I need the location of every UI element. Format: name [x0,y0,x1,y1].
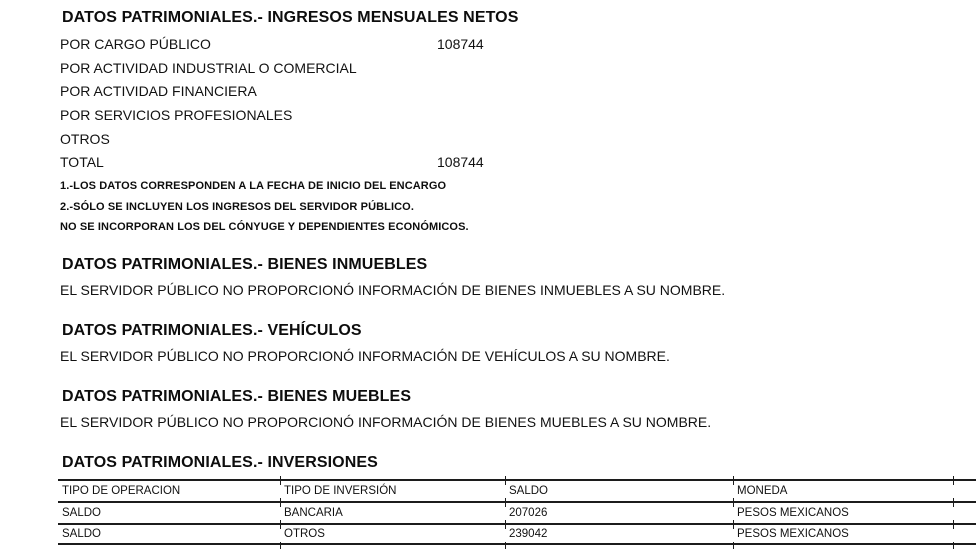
table-border-tick [505,498,507,507]
table-border-tick [733,520,735,529]
income-row-total [60,150,976,174]
cell-tipo-de-operacion: SALDO [62,507,101,520]
column-header-saldo: SALDO [509,485,548,498]
table-border-tick [953,498,955,507]
table-border-tick [953,542,955,549]
section-title-bienes-inmuebles: DATOS PATRIMONIALES.- BIENES INMUEBLES [62,256,428,274]
income-total-value: 108744 [437,154,484,171]
section-title-vehiculos: DATOS PATRIMONIALES.- VEHÍCULOS [62,322,362,340]
income-label: OTROS [60,130,110,147]
income-row-servicios-profesionales [60,103,976,127]
income-row-otros [60,127,976,151]
income-note-3: NO SE INCORPORAN LOS DEL CÓNYUGE Y DEPENDIENTES ECONÓMICOS. [60,220,469,233]
table-border-tick [953,476,955,485]
section-title-bienes-muebles: DATOS PATRIMONIALES.- BIENES MUEBLES [62,388,412,406]
table-border-tick [733,542,735,549]
table-border-tick [953,520,955,529]
table-border-tick [280,520,282,529]
income-note-1: 1.-LOS DATOS CORRESPONDEN A LA FECHA DE INICIO DEL ENCARGO [60,180,447,193]
income-row-actividad-financiera [60,79,976,103]
section-body-vehiculos: EL SERVIDOR PÚBLICO NO PROPORCIONÓ INFORMACIÓN DE VEHÍCULOS A SU NOMBRE. [60,348,670,365]
income-row-cargo-publico [60,32,976,56]
column-header-moneda: MONEDA [737,485,788,498]
table-border-tick [280,542,282,549]
section-body-bienes-muebles: EL SERVIDOR PÚBLICO NO PROPORCIONÓ INFORMACIÓN DE BIENES MUEBLES A SU NOMBRE. [60,414,712,431]
cell-tipo-de-inversion: BANCARIA [284,507,343,520]
section-vehiculos [60,321,976,365]
section-title-ingresos: DATOS PATRIMONIALES.- INGRESOS MENSUALES NETOS [62,9,519,26]
table-border-tick [733,498,735,507]
table-border-tick [733,476,735,485]
table-row [58,523,976,545]
investments-table [58,479,976,545]
section-body-bienes-inmuebles: EL SERVIDOR PÚBLICO NO PROPORCIONÓ INFORMACIÓN DE BIENES INMUEBLES A SU NOMBRE. [60,282,726,299]
section-bienes-muebles [60,387,976,431]
income-label: POR SERVICIOS PROFESIONALES [60,106,293,123]
income-label: POR CARGO PÚBLICO [60,35,211,52]
table-border-tick [505,476,507,485]
investments-table-header-row [58,479,976,501]
income-list [60,32,976,174]
cell-saldo: 239042 [509,528,548,541]
cell-tipo-de-inversion: OTROS [284,528,325,541]
cell-moneda: PESOS MEXICANOS [737,528,849,541]
income-note-2: 2.-SÓLO SE INCLUYEN LOS INGRESOS DEL SERVIDOR PÚBLICO. [60,200,414,213]
column-header-tipo-de-operacion: TIPO DE OPERACION [62,485,181,498]
table-border-tick [505,542,507,549]
cell-tipo-de-operacion: SALDO [62,528,101,541]
income-label: POR ACTIVIDAD INDUSTRIAL O COMERCIAL [60,59,357,76]
column-header-tipo-de-inversion: TIPO DE INVERSIÓN [284,485,397,498]
section-bienes-inmuebles [60,255,976,299]
table-border-tick [505,520,507,529]
cell-saldo: 207026 [509,507,548,520]
table-row [58,501,976,523]
cell-moneda: PESOS MEXICANOS [737,507,849,520]
income-label: TOTAL [60,154,104,171]
table-border-tick [280,476,282,485]
income-value: 108744 [437,35,484,52]
section-inversiones [60,453,976,545]
income-label: POR ACTIVIDAD FINANCIERA [60,83,257,100]
income-notes [60,176,976,237]
table-border-tick [280,498,282,507]
income-row-actividad-industrial [60,56,976,80]
section-title-inversiones: DATOS PATRIMONIALES.- INVERSIONES [62,454,378,472]
